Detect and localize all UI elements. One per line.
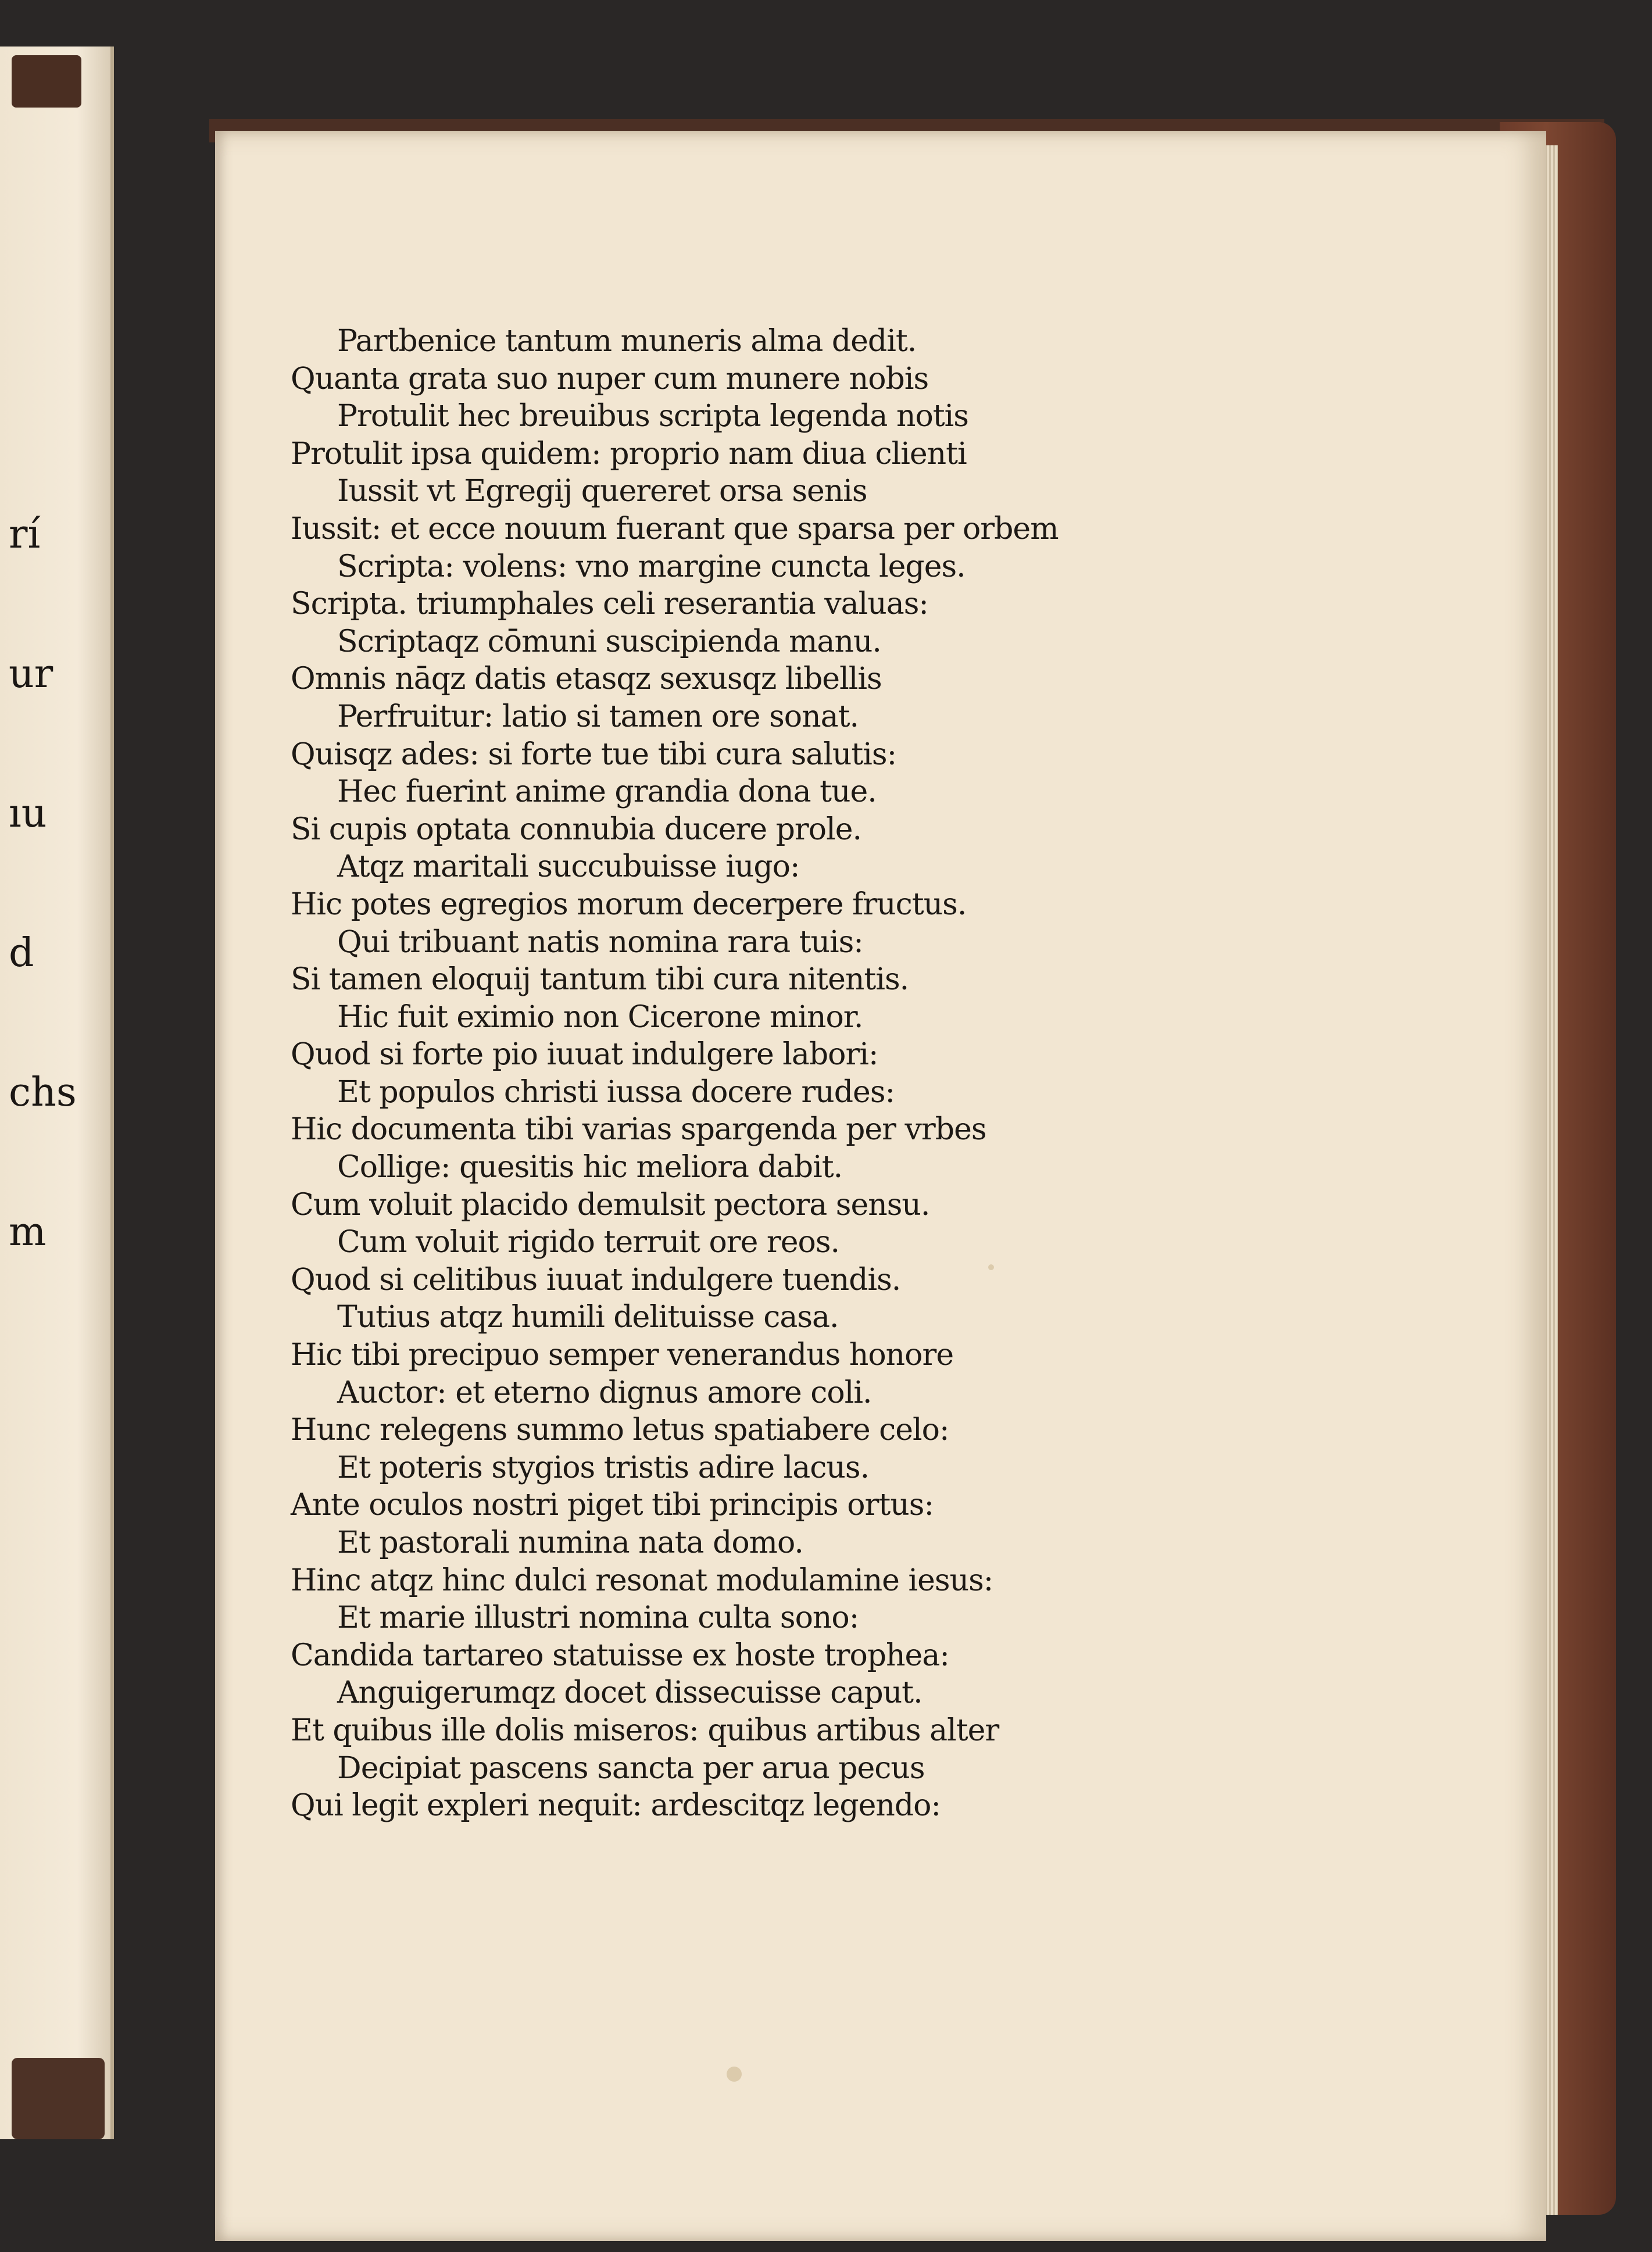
verse-line: Hic tibi precipuo semper venerandus honore <box>291 1338 954 1373</box>
verse-line: Scripta. triumphales celi reserantia valuas: <box>291 587 928 622</box>
verse-line: Et poteris stygios tristis adire lacus. <box>337 1450 870 1485</box>
verse-line: Ante oculos nostri piget tibi principis ortus: <box>291 1488 934 1523</box>
verse-line: Anguigerumqz docet dissecuisse caput. <box>337 1675 922 1711</box>
verse-line: Cum voluit rigido terruit ore reos. <box>337 1225 840 1260</box>
left-fragment: chs <box>9 1070 77 1116</box>
verse-line: Decipiat pascens sancta per arua pecus <box>337 1750 925 1786</box>
verse-line: Omnis nāqz datis etasqz sexusqz libellis <box>291 662 882 697</box>
verse-line: Quod si celitibus iuuat indulgere tuendis. <box>291 1262 901 1297</box>
left-page-text <box>9 419 110 1302</box>
verse-line: Scripta: volens: vno margine cuncta leges. <box>337 549 966 584</box>
binding-bottom <box>12 2058 105 2139</box>
left-fragment: d <box>9 930 34 976</box>
verse-line: Quisqz ades: si forte tue tibi cura salutis: <box>291 737 897 772</box>
verse-line: Auctor: et eterno dignus amore coli. <box>337 1375 872 1410</box>
verse-line: Tutius atqz humili delituisse casa. <box>337 1300 839 1335</box>
verse-line: Protulit hec breuibus scripta legenda notis <box>337 399 968 434</box>
verse-line: Hic fuit eximio non Cicerone minor. <box>337 999 863 1035</box>
verse-line: Et populos christi iussa docere rudes: <box>337 1074 895 1110</box>
verse-line: Quanta grata suo nuper cum munere nobis <box>291 361 929 396</box>
verse-line: Atqz maritali succubuisse iugo: <box>337 849 800 885</box>
verse-line: Et pastorali numina nata domo. <box>337 1525 803 1560</box>
verse-line: Candida tartareo statuisse ex hoste trophea: <box>291 1638 949 1673</box>
poem-text <box>291 323 1337 1825</box>
verse-line: Si tamen eloquij tantum tibi cura nitentis. <box>291 962 909 998</box>
verse-line: Hinc atqz hinc dulci resonat modulamine iesus: <box>291 1563 993 1598</box>
binding-top <box>12 55 81 108</box>
verse-line: Scriptaqz cōmuni suscipienda manu. <box>337 624 881 659</box>
verse-line: Collige: quesitis hic meliora dabit. <box>337 1150 843 1185</box>
verse-line: Iussit vt Egregij quereret orsa senis <box>337 474 867 509</box>
verse-line: Hunc relegens summo letus spatiabere celo: <box>291 1413 949 1448</box>
left-fragment: ur <box>9 651 53 697</box>
left-fragment: m <box>9 1209 47 1255</box>
verse-line: Perfruitur: latio si tamen ore sonat. <box>337 699 859 734</box>
verse-line: Qui legit expleri nequit: ardescitqz legendo: <box>291 1788 941 1824</box>
foxing-spot <box>727 2067 742 2082</box>
left-fragment: ıu <box>9 791 47 837</box>
verse-line: Hec fuerint anime grandia dona tue. <box>337 774 877 810</box>
verse-line: Hic documenta tibi varias spargenda per vrbes <box>291 1112 986 1148</box>
left-fragment: rí <box>9 512 41 557</box>
verse-line: Qui tribuant natis nomina rara tuis: <box>337 924 863 960</box>
verse-line: Et quibus ille dolis miseros: quibus artibus alter <box>291 1713 999 1748</box>
verse-line: Iussit: et ecce nouum fuerant que sparsa per orbem <box>291 511 1059 546</box>
verse-line: Et marie illustri nomina culta sono: <box>337 1600 859 1636</box>
verse-line: Cum voluit placido demulsit pectora sensu. <box>291 1187 930 1222</box>
verse-line: Si cupis optata connubia ducere prole. <box>291 812 862 847</box>
verse-line: Quod si forte pio iuuat indulgere labori: <box>291 1037 878 1073</box>
verse-line: Partbenice tantum muneris alma dedit. <box>337 324 917 359</box>
verse-line: Hic potes egregios morum decerpere fructus. <box>291 886 967 922</box>
verse-line: Protulit ipsa quidem: proprio nam diua clienti <box>291 436 967 471</box>
